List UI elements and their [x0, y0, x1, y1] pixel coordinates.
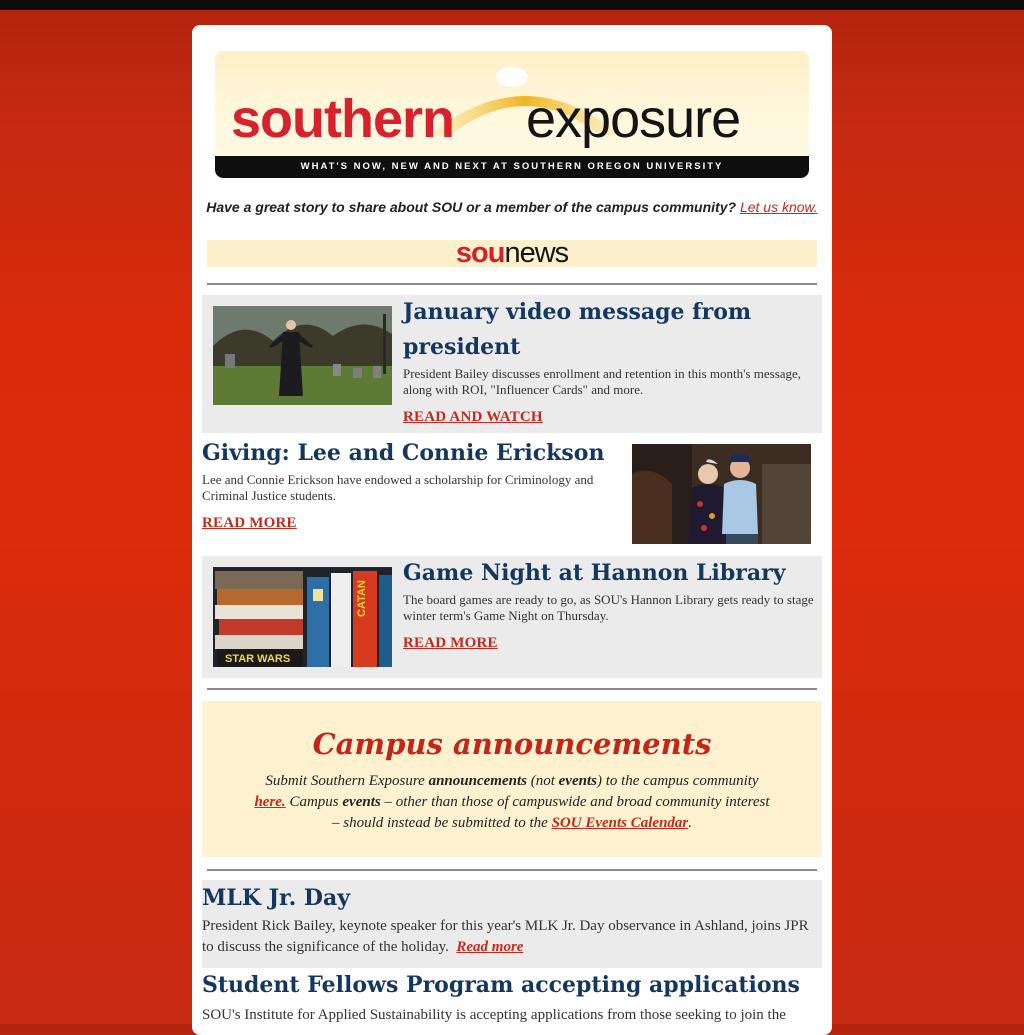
svg-text:CATAN: CATAN [356, 580, 368, 617]
mlk-text-block [202, 916, 822, 958]
story-title[interactable]: Student Fellows Program accepting applications [202, 972, 800, 998]
story-summary: President Rick Bailey, keynote speaker for this year's MLK Jr. Day observance in Ashland, joins JPR to discuss the significance of the holiday. [202, 918, 809, 955]
let-us-know-link[interactable]: Let us know. [739, 199, 818, 215]
masthead-banner[interactable] [215, 51, 809, 178]
masthead-word-southern: southern [231, 89, 455, 149]
board-games-image [213, 567, 392, 667]
story-summary: Lee and Connie Erickson have endowed a scholarship for Criminology and Criminal Justice students. [202, 472, 594, 503]
sou-news-logo [456, 237, 568, 269]
read-more-link[interactable]: READ MORE [403, 635, 498, 651]
story-president-video [202, 295, 822, 433]
announcement-text-part: Submit Southern Exposure [265, 773, 429, 789]
submit-here-link[interactable]: here. [254, 794, 286, 810]
story-summary: The board games are ready to go, as SOU's Hannon Library gets ready to stage winter term's Game Night on Thursday. [403, 592, 814, 623]
sou-news-logo-news: news [504, 237, 569, 269]
story-summary: President Bailey discusses enrollment and retention in this month's message, along with ROI, "Influencer Cards" and more. [403, 366, 802, 397]
sou-news-header [207, 237, 817, 269]
announcements-text [252, 771, 772, 834]
share-story-line [192, 199, 832, 215]
announcement-text-part: ) to the campus community [596, 773, 759, 789]
read-more-link[interactable]: READ MORE [202, 515, 297, 531]
sou-news-logo-ou: ou [471, 237, 505, 269]
masthead-tagline: WHAT'S NOW, NEW AND NEXT AT SOUTHERN OREGON UNIVERSITY [215, 156, 809, 178]
story-erickson-giving [202, 433, 822, 556]
sou-events-calendar-link[interactable]: SOU Events Calendar [551, 815, 689, 831]
erickson-couple-image [632, 444, 811, 544]
story-mlk-day [202, 880, 822, 968]
top-bar [0, 0, 1024, 10]
announcement-text-part: . [688, 815, 692, 831]
president-video-thumbnail[interactable] [213, 306, 392, 405]
announcement-text-part: Campus [285, 794, 343, 810]
story-student-fellows [202, 968, 822, 1026]
story-title[interactable]: January video message from president [403, 299, 752, 360]
story-title[interactable]: MLK Jr. Day [202, 885, 351, 911]
erickson-photo-thumbnail[interactable] [632, 444, 811, 544]
campus-announcements-box [202, 701, 822, 857]
game-night-thumbnail[interactable] [213, 567, 392, 667]
announcement-emphasis: events [558, 773, 597, 789]
svg-text:STAR WARS: STAR WARS [225, 653, 291, 665]
divider [207, 688, 817, 690]
divider [207, 283, 817, 285]
announcement-emphasis: announcements [428, 773, 527, 789]
announcement-text-part: (not [526, 773, 559, 789]
announcements-title: Campus announcements [312, 727, 712, 761]
divider [207, 869, 817, 871]
president-photo-image [213, 306, 392, 405]
share-text: Have a great story to share about SOU or a member of the campus community? [206, 199, 737, 215]
announcement-text-part: – other than those of campuswide and broad community interest – should instead be submitted to the [331, 794, 770, 831]
story-game-night [202, 556, 822, 678]
newsletter-card [192, 25, 832, 1035]
story-title[interactable]: Game Night at Hannon Library [403, 560, 786, 586]
masthead-word-exposure: exposure [526, 89, 741, 149]
read-and-watch-link[interactable]: READ AND WATCH [403, 409, 543, 425]
story-summary: SOU's Institute for Applied Sustainability is accepting applications from those seeking to join the [202, 1007, 786, 1023]
story-title[interactable]: Giving: Lee and Connie Erickson [202, 440, 605, 466]
read-more-link[interactable]: Read more [456, 939, 524, 955]
sou-news-logo-s: s [455, 237, 471, 269]
announcement-emphasis: events [342, 794, 381, 810]
